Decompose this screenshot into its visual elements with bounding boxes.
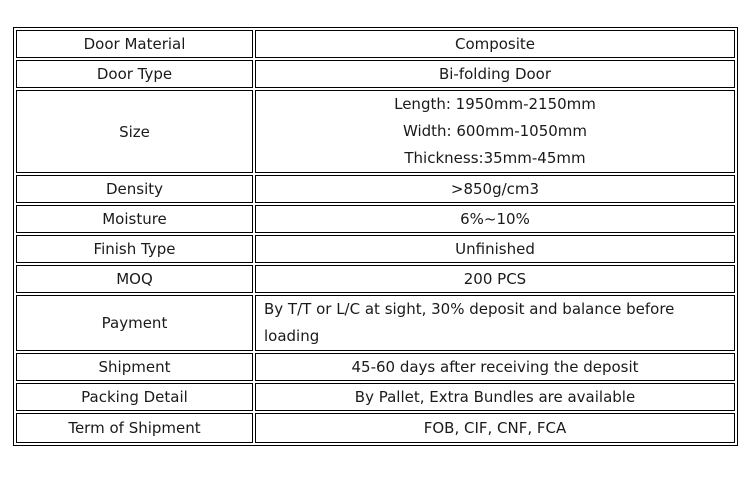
- spec-value-packing-detail: By Pallet, Extra Bundles are available: [255, 383, 735, 411]
- spec-row-door-type: [16, 60, 735, 88]
- spec-label-moisture: Moisture: [16, 205, 253, 233]
- product-spec-table: [13, 27, 738, 446]
- spec-value-moq: 200 PCS: [255, 265, 735, 293]
- spec-label-size: Size: [16, 90, 253, 173]
- spec-value-finish-type: Unfinished: [255, 235, 735, 263]
- spec-row-moisture: [16, 205, 735, 233]
- spec-label-packing-detail: Packing Detail: [16, 383, 253, 411]
- spec-value-size: [255, 90, 735, 173]
- spec-label-door-type: Door Type: [16, 60, 253, 88]
- spec-label-shipment: Shipment: [16, 353, 253, 381]
- spec-value-door-type: Bi-folding Door: [255, 60, 735, 88]
- spec-value-line: Length: 1950mm-2150mm: [394, 95, 596, 113]
- spec-row-packing-detail: [16, 383, 735, 411]
- spec-value-line: Thickness:35mm-45mm: [404, 149, 586, 167]
- spec-row-density: [16, 175, 735, 203]
- spec-row-moq: [16, 265, 735, 293]
- spec-value-line: Width: 600mm-1050mm: [402, 122, 588, 140]
- spec-row-door-material: [16, 30, 735, 58]
- spec-label-moq: MOQ: [16, 265, 253, 293]
- spec-label-term-of-shipment: Term of Shipment: [16, 413, 253, 443]
- spec-label-payment: Payment: [16, 295, 253, 351]
- spec-row-payment: [16, 295, 735, 351]
- spec-label-density: Density: [16, 175, 253, 203]
- spec-label-finish-type: Finish Type: [16, 235, 253, 263]
- spec-table-body: [16, 30, 735, 443]
- spec-value-door-material: Composite: [255, 30, 735, 58]
- spec-row-size: [16, 90, 735, 173]
- spec-row-term-of-shipment: [16, 413, 735, 443]
- spec-value-moisture: 6%~10%: [255, 205, 735, 233]
- spec-value-shipment: 45-60 days after receiving the deposit: [255, 353, 735, 381]
- spec-row-shipment: [16, 353, 735, 381]
- spec-label-door-material: Door Material: [16, 30, 253, 58]
- spec-row-finish-type: [16, 235, 735, 263]
- spec-value-density: >850g/cm3: [255, 175, 735, 203]
- spec-value-term-of-shipment: FOB, CIF, CNF, FCA: [255, 413, 735, 443]
- spec-value-payment: By T/T or L/C at sight, 30% deposit and balance before loading: [255, 295, 735, 351]
